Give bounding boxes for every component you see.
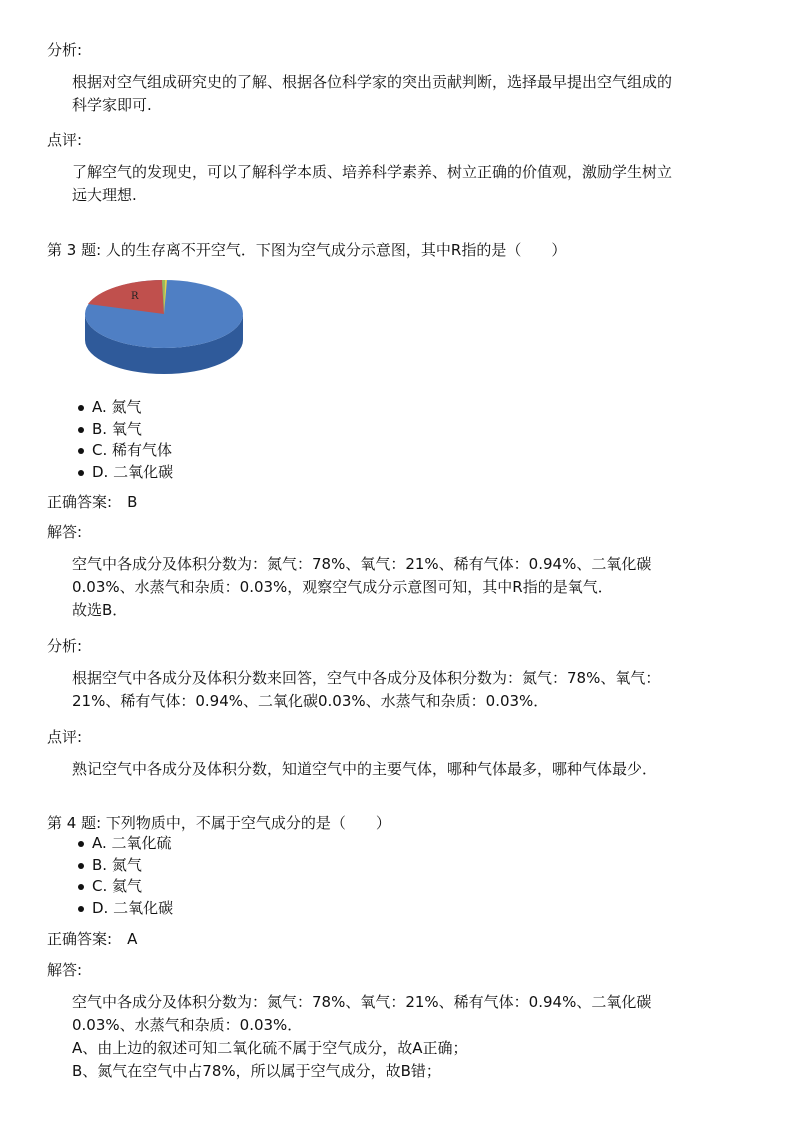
answer-label: 正确答案: [47,493,113,511]
q4-option-d: D. 二氧化碳 [78,898,173,920]
answer-label: 正确答案: [47,930,113,948]
q4-solution-text [72,991,732,1083]
q3-comment-label: 点评: [47,728,83,746]
q3-option-b: B. 氧气 [78,419,173,441]
q4-option-c: C. 氦气 [78,876,173,898]
intro-analysis-text [72,71,732,117]
text-line: 根据空气中各成分及体积分数来回答，空气中各成分及体积分数为：氮气：78%、氧气： [72,669,661,687]
q3-options [78,397,173,483]
q4-option-a: A. 二氧化硫 [78,833,173,855]
intro-analysis-label: 分析: [47,41,83,59]
q3-title: 第 3 题: 人的生存离不开空气．下图为空气成分示意图，其中R指的是（ ） [47,241,567,259]
text-line: 科学家即可. [72,96,152,114]
intro-comment-text [72,161,732,207]
text-line: 0.03%、水蒸气和杂质：0.03%，观察空气成分示意图可知，其中R指的是氧气． [72,578,613,596]
q4-options [78,833,173,919]
answer-value: B [127,493,138,511]
text-line: B、氮气在空气中占78%，所以属于空气成分，故B错； [72,1062,441,1080]
answer-value: A [127,930,138,948]
text-line: 熟记空气中各成分及体积分数，知道空气中的主要气体，哪种气体最多，哪种气体最少． [72,760,658,778]
text-line: 远大理想. [72,186,137,204]
q3-solution-text [72,553,732,622]
q3-solution-label: 解答: [47,523,83,541]
q3-option-c: C. 稀有气体 [78,440,173,462]
q4-title: 第 4 题: 下列物质中，不属于空气成分的是（ ） [47,814,391,832]
q3-option-d: D. 二氧化碳 [78,462,173,484]
text-line: 0.03%、水蒸气和杂质：0.03%． [72,1016,303,1034]
text-line: 故选B． [72,601,128,619]
q3-correct-answer [47,492,137,512]
text-line: 21%、稀有气体：0.94%、二氧化碳0.03%、水蒸气和杂质：0.03%． [72,692,549,710]
q4-solution-label: 解答: [47,961,83,979]
text-line: 了解空气的发现史，可以了解科学本质、培养科学素养、树立正确的价值观，激励学生树立 [72,163,673,181]
text-line: 空气中各成分及体积分数为：氮气：78%、氧气：21%、稀有气体：0.94%、二氧化碳 [72,993,652,1011]
text-line: 根据对空气组成研究史的了解、根据各位科学家的突出贡献判断，选择最早提出空气组成的 [72,73,673,91]
text-line: 空气中各成分及体积分数为：氮气：78%、氧气：21%、稀有气体：0.94%、二氧化碳 [72,555,652,573]
intro-comment-label: 点评: [47,131,83,149]
pie-label-r: R [131,291,139,302]
q4-option-b: B. 氮气 [78,855,173,877]
text-line: A、由上边的叙述可知二氧化硫不属于空气成分，故A正确； [72,1039,468,1057]
q3-analysis-label: 分析: [47,637,83,655]
q3-option-a: A. 氮气 [78,397,173,419]
q4-correct-answer [47,929,137,949]
air-composition-pie-chart [82,278,247,388]
q3-analysis-text [72,667,732,713]
q3-comment-text [72,758,732,781]
